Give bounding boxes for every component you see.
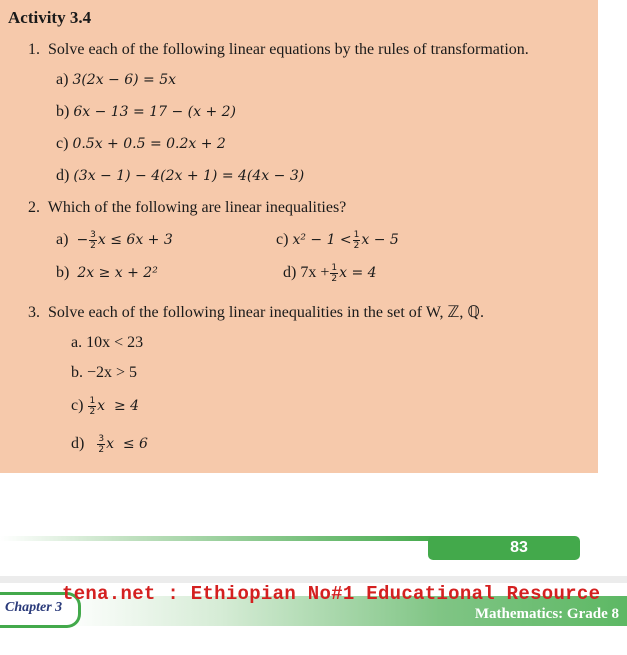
q2-item-b	[56, 263, 158, 283]
item-label: d)	[283, 264, 297, 282]
q3-item-d	[71, 434, 148, 455]
q1-item-d	[56, 166, 304, 186]
q3-item-c	[71, 396, 139, 417]
expr: 7x +	[300, 264, 330, 282]
q-text: Which of the following are linear inequalities?	[47, 199, 347, 216]
expr: x ≤ 6x + 3	[97, 232, 173, 249]
item-label: a)	[56, 231, 69, 249]
item-label: c)	[276, 231, 289, 249]
decorative-rule	[0, 536, 440, 541]
fraction	[330, 263, 338, 284]
q2-item-d	[283, 263, 377, 284]
equation: 0.5x + 0.5 = 0.2x + 2	[72, 136, 226, 152]
numerator: 3	[90, 230, 96, 240]
denominator: 2	[89, 407, 96, 417]
q-number: 2.	[28, 199, 40, 216]
question-2	[28, 198, 346, 218]
q-text: Solve each of the following linear inequalities in the set of W, ℤ, ℚ.	[48, 304, 484, 321]
equation: 6x − 13 = 17 − (x + 2)	[73, 104, 237, 120]
numerator: 1	[353, 230, 360, 240]
question-3	[28, 303, 484, 323]
expr: x = 4	[339, 265, 377, 282]
q1-item-c	[56, 134, 226, 154]
item-label: a.	[71, 334, 83, 351]
numerator: 1	[331, 263, 338, 273]
expr: −2x > 5	[87, 364, 138, 381]
expr: 10x < 23	[86, 334, 144, 351]
fraction	[88, 396, 96, 417]
item-label: b)	[56, 264, 70, 281]
q1-item-b	[56, 102, 236, 122]
denominator: 2	[331, 274, 338, 284]
subject-label: Mathematics: Grade 8	[474, 606, 619, 622]
denominator: 2	[98, 445, 105, 455]
item-label: b)	[56, 103, 70, 120]
equation: 3(2x − 6) = 5x	[72, 72, 177, 88]
expr: x − 5	[361, 232, 399, 249]
item-label: b.	[71, 364, 83, 381]
numerator: 3	[98, 434, 105, 444]
chapter-label: Chapter 3	[5, 600, 63, 615]
item-label: d)	[71, 435, 85, 453]
numerator: 1	[89, 396, 96, 406]
equation: (3x − 1) − 4(2x + 1) = 4(4x − 3)	[73, 168, 305, 184]
q2-item-a	[56, 230, 173, 251]
activity-title: Activity 3.4	[8, 8, 92, 27]
expr: −	[76, 232, 89, 249]
fraction	[353, 230, 361, 251]
item-label: a)	[56, 71, 69, 88]
expr: x ≥ 4	[97, 398, 140, 415]
divider	[0, 576, 627, 583]
question-1	[28, 40, 529, 60]
q1-item-a	[56, 70, 176, 90]
item-label: c)	[71, 397, 84, 415]
q3-item-b	[71, 363, 137, 383]
denominator: 2	[353, 241, 360, 251]
item-label: c)	[56, 135, 69, 152]
watermark: tena.net : Ethiopian No#1 Educational Resource	[62, 583, 601, 605]
expr: 2x ≥ x + 2²	[77, 265, 158, 281]
denominator: 2	[90, 241, 96, 251]
fraction	[89, 230, 97, 251]
expr: x ≤ 6	[106, 436, 148, 453]
q-number: 1.	[28, 41, 40, 58]
item-label: d)	[56, 167, 70, 184]
q3-item-a	[71, 333, 143, 353]
q-number: 3.	[28, 304, 40, 321]
page-number: 83	[428, 536, 580, 560]
q-text: Solve each of the following linear equations by the rules of transformation.	[48, 41, 529, 58]
q2-item-c	[276, 230, 399, 251]
fraction	[97, 434, 105, 455]
expr: x² − 1 <	[292, 232, 352, 249]
